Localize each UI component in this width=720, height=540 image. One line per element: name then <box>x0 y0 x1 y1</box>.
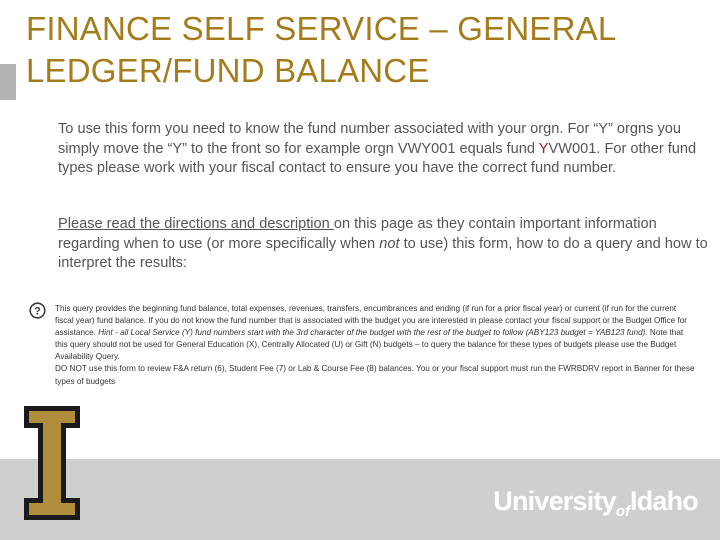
title-accent-bar <box>0 64 16 100</box>
intro-paragraph <box>58 120 708 179</box>
help-text-c: DO NOT use this form to review F&A return (6), Student Fee (7) or Lab & Course Fee (8) balances. You or your fiscal support must run the FWRBDRV report in Banner for these types of budgets <box>55 364 695 386</box>
directions-paragraph <box>58 215 708 274</box>
question-circle-icon[interactable] <box>29 302 46 319</box>
help-text-a: This query provides the beginning fund balance, total expenses, revenues, transfers, encumbrances and ending (if run for a prior fiscal year) or current (if run for the current fiscal year) fund balance. If you do not know the fund number that is associated with the budget you are interested in please contact your fiscal support or the Budget Office for assistance. <box>55 304 688 338</box>
help-hint: Hint - all Local Service (Y) fund numbers start with the 3rd character of the budget with the rest of the budget to follow (ABY123 budget = YAB123 fund). <box>98 328 648 338</box>
wordmark-idaho: Idaho <box>630 486 698 516</box>
university-of-idaho-wordmark <box>493 486 698 521</box>
directions-text-1: on this page as they contain important information regarding when to use (or more specifically when <box>58 216 657 252</box>
directions-italic: not <box>379 235 400 252</box>
wordmark-university: University <box>493 486 616 516</box>
wordmark-of: of <box>615 503 630 520</box>
university-i-logo <box>22 404 82 522</box>
help-text-b: Note that this query should not be used for General Education (X), Centrally Allocated (U) or Gift (N) budgets – to query the balance for these types of budgets please use the Budget Availability Query. <box>55 328 684 362</box>
intro-text-2: VW001. For other fund types please work with your fiscal contact to ensure you have the correct fund number. <box>58 140 697 176</box>
help-description <box>55 303 695 388</box>
intro-text-1: To use this form you need to know the fund number associated with your orgn. For “Y” orgns you simply move the “Y” to the front so for example orgn VWY001 equals fund <box>58 121 681 157</box>
slide-title: FINANCE SELF SERVICE – GENERAL LEDGER/FUND BALANCE <box>26 10 616 89</box>
highlight-y: Y <box>538 140 549 157</box>
directions-link[interactable]: Please read the directions and description <box>58 216 334 232</box>
svg-text:?: ? <box>34 305 41 318</box>
directions-text-2: to use) this form, how to do a query and how to interpret the results: <box>58 235 708 271</box>
